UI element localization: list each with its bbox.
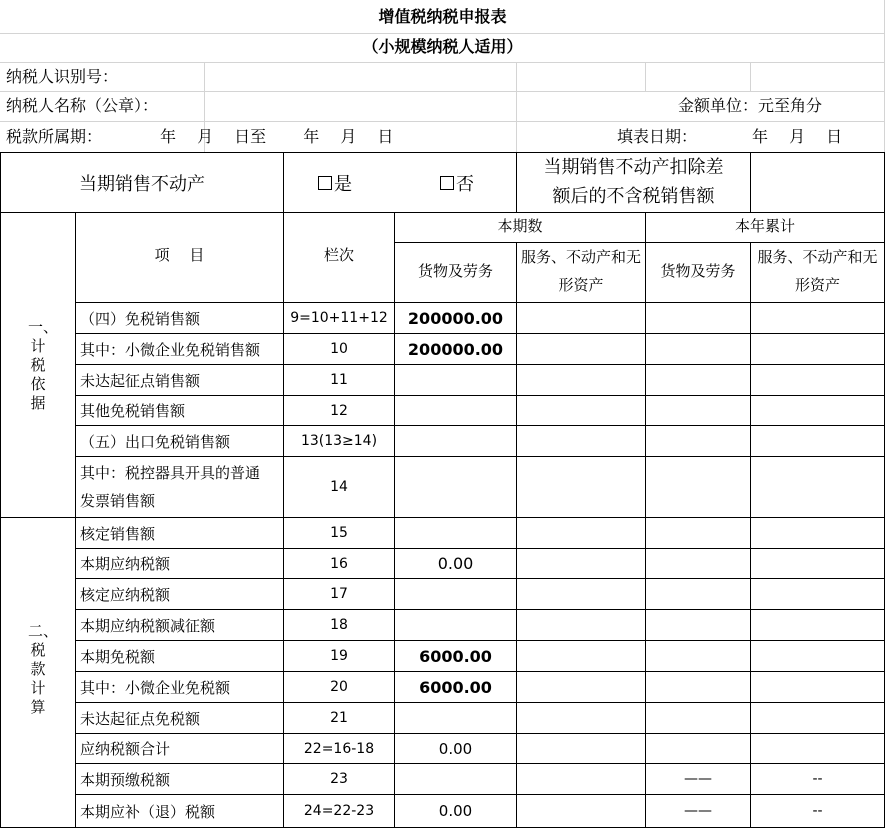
form-subtitle: （小规模纳税人适用） bbox=[362, 37, 523, 56]
row-year-services[interactable] bbox=[751, 303, 884, 333]
table-row bbox=[76, 703, 283, 733]
row-year-services: -- bbox=[812, 771, 823, 787]
row-item: 核定销售额 bbox=[80, 524, 156, 543]
year-total-header: 本年累计 bbox=[734, 217, 795, 235]
deduct-label-line1: 当期销售不动产扣除差 bbox=[543, 157, 724, 178]
row-column-no: 15 bbox=[330, 525, 348, 541]
row-item: 其他免税销售额 bbox=[80, 402, 186, 420]
deduct-label-line2: 额后的不含税销售额 bbox=[552, 186, 715, 207]
row-cur-goods[interactable]: 6000.00 bbox=[419, 646, 492, 666]
row-item-line2: 发票销售额 bbox=[80, 492, 156, 510]
row-cur-services[interactable] bbox=[517, 579, 645, 609]
row-cur-services[interactable] bbox=[517, 334, 645, 364]
row-cur-services[interactable] bbox=[517, 610, 645, 640]
row-year-goods: —— bbox=[684, 803, 712, 819]
row-column-no: 19 bbox=[330, 648, 348, 664]
row-year-goods: —— bbox=[684, 771, 712, 787]
no-label: 否 bbox=[456, 173, 474, 195]
table-row bbox=[76, 764, 283, 794]
tax-period-value[interactable]: 年 月 日至 年 月 日 bbox=[160, 127, 394, 146]
real-estate-sale-text: 当期销售不动产 bbox=[79, 173, 205, 195]
current-period-header: 本期数 bbox=[497, 217, 543, 235]
row-cur-goods[interactable] bbox=[395, 396, 516, 425]
yes-checkbox[interactable] bbox=[318, 176, 332, 190]
row-column-no: 22=16-18 bbox=[303, 740, 375, 757]
row-year-goods[interactable] bbox=[646, 426, 750, 456]
row-column-no: 14 bbox=[330, 479, 348, 495]
row-year-services[interactable] bbox=[751, 549, 884, 578]
table-row bbox=[76, 610, 283, 640]
row-item: 应纳税额合计 bbox=[80, 740, 171, 758]
row-year-goods[interactable] bbox=[646, 303, 750, 333]
taxpayer-name-field[interactable] bbox=[205, 92, 516, 121]
row-column-no: 9=10+11+12 bbox=[290, 310, 388, 326]
row-item: （五）出口免税销售额 bbox=[80, 432, 231, 451]
row-year-goods[interactable] bbox=[646, 641, 750, 671]
row-year-services[interactable] bbox=[751, 518, 884, 548]
row-cur-services[interactable] bbox=[517, 457, 645, 517]
row-year-goods[interactable] bbox=[646, 396, 750, 425]
row-cur-services[interactable] bbox=[517, 764, 645, 794]
row-year-services[interactable] bbox=[751, 396, 884, 425]
year-services-header-line1: 服务、不动产和无 bbox=[757, 248, 878, 266]
table-row bbox=[76, 518, 283, 548]
no-checkbox[interactable] bbox=[440, 176, 454, 190]
taxpayer-id-label: 纳税人识别号： bbox=[6, 67, 119, 86]
row-item: 本期应纳税额减征额 bbox=[80, 616, 216, 635]
row-cur-goods[interactable] bbox=[395, 610, 516, 640]
row-item: 核定应纳税额 bbox=[80, 585, 171, 604]
row-cur-goods[interactable] bbox=[395, 457, 516, 517]
table-row bbox=[76, 457, 283, 517]
row-year-goods[interactable] bbox=[646, 365, 750, 395]
row-item: 本期应补（退）税额 bbox=[80, 802, 216, 821]
row-item: 本期预缴税额 bbox=[80, 770, 171, 789]
row-item: 本期免税额 bbox=[80, 647, 156, 666]
row-item: 未达起征点免税额 bbox=[80, 709, 201, 728]
row-year-goods[interactable] bbox=[646, 610, 750, 640]
row-cur-goods[interactable] bbox=[395, 579, 516, 609]
row-year-goods[interactable] bbox=[646, 518, 750, 548]
row-year-services[interactable] bbox=[751, 426, 884, 456]
row-cur-goods[interactable]: 6000.00 bbox=[419, 677, 492, 697]
table-row bbox=[76, 334, 283, 364]
tax-period-label: 税款所属期： bbox=[6, 127, 103, 146]
row-item: （四）免税销售额 bbox=[80, 309, 201, 328]
year-goods-header: 货物及劳务 bbox=[660, 262, 736, 280]
table-row bbox=[76, 426, 283, 456]
row-year-services[interactable] bbox=[751, 365, 884, 395]
row-cur-services[interactable] bbox=[517, 795, 645, 827]
row-column-no: 17 bbox=[330, 586, 348, 602]
row-column-no: 12 bbox=[330, 402, 348, 419]
row-column-no: 13(13≥14) bbox=[300, 433, 378, 449]
row-year-services[interactable] bbox=[751, 579, 884, 609]
row-cur-services[interactable] bbox=[517, 426, 645, 456]
row-cur-goods[interactable]: 200000.00 bbox=[407, 308, 504, 328]
cur-services-header-line1: 服务、不动产和无 bbox=[520, 248, 641, 266]
real-estate-sale-label bbox=[1, 153, 283, 212]
row-year-services[interactable] bbox=[751, 457, 884, 517]
column-no-header: 栏次 bbox=[323, 246, 354, 264]
row-cur-services[interactable] bbox=[517, 641, 645, 671]
row-cur-goods[interactable] bbox=[395, 426, 516, 456]
row-column-no: 16 bbox=[330, 555, 348, 572]
real-estate-yes-option[interactable] bbox=[318, 153, 352, 212]
row-column-no: 18 bbox=[330, 617, 348, 633]
row-item: 本期应纳税额 bbox=[80, 555, 171, 573]
row-cur-services[interactable] bbox=[517, 703, 645, 733]
section2-label: 二、税款计算 bbox=[28, 622, 59, 716]
row-cur-services[interactable] bbox=[517, 672, 645, 702]
cur-services-header-line2: 形资产 bbox=[558, 276, 604, 294]
row-year-services[interactable] bbox=[751, 641, 884, 671]
row-column-no: 10 bbox=[330, 341, 348, 357]
row-cur-goods[interactable]: 200000.00 bbox=[407, 339, 504, 359]
row-year-goods[interactable] bbox=[646, 334, 750, 364]
table-row bbox=[76, 795, 283, 827]
row-year-services[interactable] bbox=[751, 703, 884, 733]
row-cur-goods[interactable] bbox=[395, 365, 516, 395]
deduct-amount-input[interactable] bbox=[751, 153, 884, 212]
row-year-services[interactable] bbox=[751, 734, 884, 763]
row-cur-services[interactable] bbox=[517, 734, 645, 763]
row-cur-goods[interactable] bbox=[395, 764, 516, 794]
row-cur-goods[interactable] bbox=[395, 703, 516, 733]
taxpayer-id-field[interactable] bbox=[205, 63, 884, 91]
row-item-line1: 其中：税控器具开具的普通 bbox=[80, 464, 261, 482]
table-row bbox=[76, 396, 283, 425]
table-row bbox=[76, 303, 283, 333]
table-row bbox=[76, 672, 283, 702]
row-year-services[interactable] bbox=[751, 610, 884, 640]
row-cur-goods[interactable] bbox=[395, 518, 516, 548]
table-row bbox=[76, 579, 283, 609]
row-column-no: 24=22-23 bbox=[303, 803, 375, 819]
table-row bbox=[76, 365, 283, 395]
row-year-goods[interactable] bbox=[646, 457, 750, 517]
year-services-header-line2: 形资产 bbox=[794, 276, 840, 294]
row-cur-goods[interactable]: 0.00 bbox=[438, 739, 473, 758]
cur-goods-header: 货物及劳务 bbox=[417, 262, 493, 280]
row-cur-services[interactable] bbox=[517, 396, 645, 425]
row-column-no: 11 bbox=[330, 372, 348, 388]
row-cur-services[interactable] bbox=[517, 549, 645, 578]
row-column-no: 21 bbox=[330, 710, 348, 726]
row-year-services[interactable] bbox=[751, 334, 884, 364]
amount-unit-label: 金额单位：元至角分 bbox=[678, 96, 823, 115]
row-cur-goods[interactable]: 0.00 bbox=[438, 802, 473, 820]
row-year-goods[interactable] bbox=[646, 672, 750, 702]
row-cur-services[interactable] bbox=[517, 303, 645, 333]
taxpayer-name-label: 纳税人名称（公章）： bbox=[6, 96, 159, 115]
row-item: 其中：小微企业免税销售额 bbox=[80, 340, 261, 359]
row-item: 其中：小微企业免税额 bbox=[80, 678, 231, 697]
row-year-goods[interactable] bbox=[646, 703, 750, 733]
row-year-services[interactable] bbox=[751, 672, 884, 702]
fill-date-label: 填表日期： bbox=[617, 127, 698, 146]
row-column-no: 20 bbox=[330, 679, 348, 695]
row-year-goods[interactable] bbox=[646, 734, 750, 763]
section1-label: 一、计税依据 bbox=[28, 318, 59, 412]
row-cur-services[interactable] bbox=[517, 518, 645, 548]
table-row bbox=[76, 734, 283, 763]
row-year-goods[interactable] bbox=[646, 579, 750, 609]
row-column-no: 23 bbox=[330, 771, 348, 787]
row-cur-services[interactable] bbox=[517, 365, 645, 395]
item-header: 项 目 bbox=[154, 246, 205, 264]
row-year-goods[interactable] bbox=[646, 549, 750, 578]
row-item: 未达起征点销售额 bbox=[80, 371, 201, 390]
fill-date-value[interactable]: 年 月 日 bbox=[752, 127, 843, 146]
form-title: 增值税纳税申报表 bbox=[378, 7, 507, 26]
row-year-services: -- bbox=[812, 803, 823, 819]
table-row bbox=[76, 549, 283, 578]
real-estate-no-option[interactable] bbox=[440, 153, 474, 212]
row-cur-goods[interactable]: 0.00 bbox=[437, 554, 474, 573]
yes-label: 是 bbox=[334, 173, 352, 195]
table-row bbox=[76, 641, 283, 671]
